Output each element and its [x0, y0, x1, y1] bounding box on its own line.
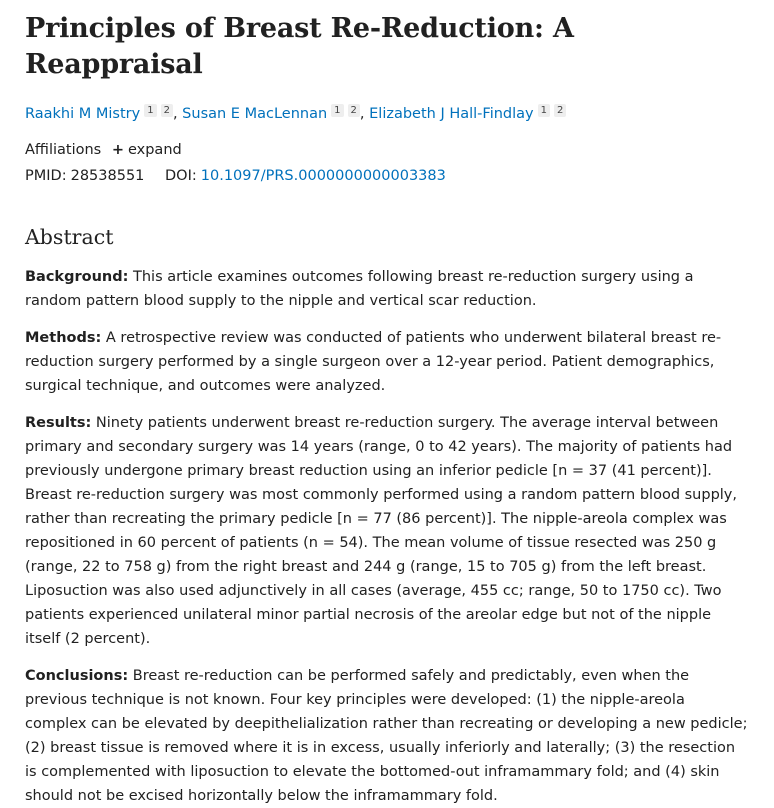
section-text: This article examines outcomes following breast re-reduction surgery using a random pattern blood supply to the nipple and vertical scar reduction. — [25, 269, 694, 309]
affiliation-ref[interactable]: 2 — [161, 104, 173, 117]
expand-affiliations-button[interactable] — [112, 142, 182, 158]
affiliation-ref[interactable]: 1 — [538, 104, 550, 117]
affiliation-ref[interactable]: 1 — [144, 104, 156, 117]
plus-icon: + — [111, 142, 124, 158]
abstract-conclusions — [25, 664, 750, 808]
section-text: Ninety patients underwent breast re-reduction surgery. The average interval between primary and secondary surgery was 14 years (range, 0 to 42 years). The majority of patients had previously undergone primary breast reduction using an inferior pedicle [n = 37 (41 percent)]. Breast re-reduction surgery was most commonly performed using a random pattern blood supply, rather than recreating the primary pedicle [n = 77 (86 percent)]. The nipple-areola complex was repositioned in 60 percent of patients (n = 54). The mean volume of tissue resected was 250 g (range, 22 to 758 g) from the right breast and 244 g (range, 15 to 705 g) from the left breast. Liposuction was also used adjunctively in all cases (average, 455 cc; range, 50 to 1750 cc). Two patients experienced unilateral minor partial necrosis of the areolar edge but not of the nipple itself (2 percent). — [25, 415, 738, 647]
section-text: Breast re-reduction can be performed safely and predictably, even when the previous technique is not known. Four key principles were developed: (1) the nipple-areola complex can be elevated by deepithelialization rather than recreating or developing a new pedicle; (2) breast tissue is removed where it is in excess, usually inferiorly and laterally; (3) the resection is complemented with liposuction to elevate the bottomed-out inframammary fold; and (4) skin should not be excised horizontally below the inframammary fold. — [25, 668, 748, 804]
affiliation-ref[interactable]: 1 — [331, 104, 343, 117]
doi-link[interactable]: 10.1097/PRS.0000000000003383 — [200, 168, 446, 184]
article-title: Principles of Breast Re-Reduction: A Reappraisal — [25, 13, 574, 80]
pmid-value: 28538551 — [70, 168, 145, 184]
author-separator: , — [359, 106, 370, 122]
affiliations-row — [25, 140, 750, 160]
author-separator: , — [172, 106, 183, 122]
section-label: Methods: — [25, 330, 102, 346]
pmid-label: PMID: — [25, 168, 67, 184]
identifiers-row — [25, 166, 750, 186]
author-link-maclennan[interactable]: Susan E MacLennan — [182, 106, 328, 122]
abstract-background — [25, 265, 750, 313]
affiliation-ref[interactable]: 2 — [554, 104, 566, 117]
section-label: Background: — [25, 269, 129, 285]
affiliation-ref[interactable]: 2 — [348, 104, 360, 117]
abstract-methods — [25, 326, 750, 398]
section-label: Conclusions: — [25, 668, 129, 684]
author-link-mistry[interactable]: Raakhi M Mistry — [25, 106, 141, 122]
section-label: Results: — [25, 415, 92, 431]
expand-label: expand — [127, 142, 182, 158]
author-list — [25, 104, 750, 124]
affiliations-label: Affiliations — [25, 142, 102, 158]
doi-label: DOI: — [165, 168, 197, 184]
abstract-heading: Abstract — [25, 225, 114, 249]
abstract-results — [25, 411, 750, 651]
author-link-hall-findlay[interactable]: Elizabeth J Hall-Findlay — [369, 106, 534, 122]
section-text: A retrospective review was conducted of patients who underwent bilateral breast re-reduction surgery performed by a single surgeon over a 12-year period. Patient demographics, surgical technique, and outcomes were analyzed. — [25, 330, 722, 394]
